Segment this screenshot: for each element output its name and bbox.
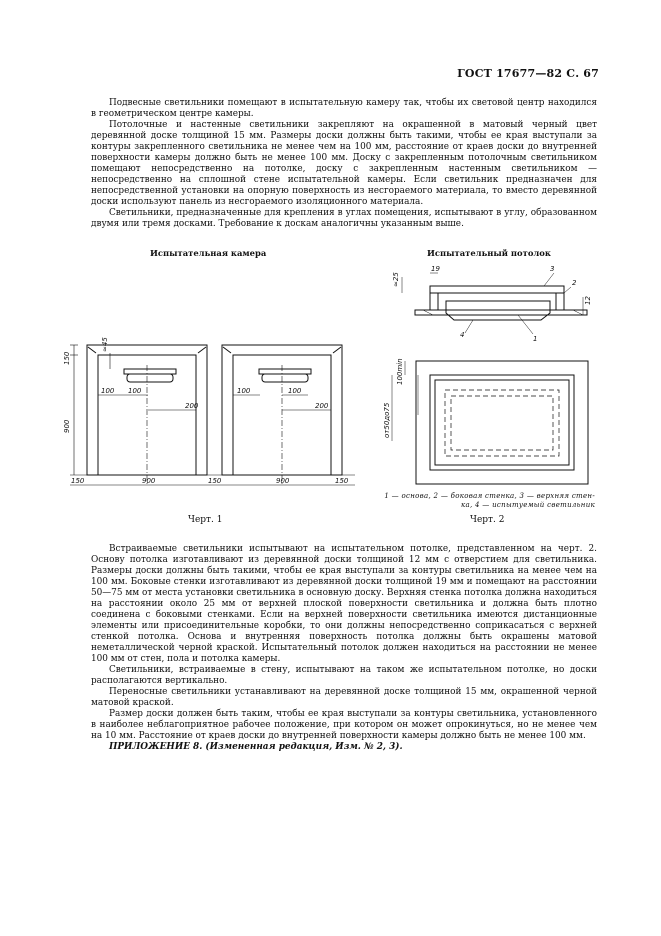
dim-label: 150: [63, 351, 71, 365]
board: [124, 369, 176, 374]
appendix-note: ПРИЛОЖЕНИЕ 8. (Измененная редакция, Изм. № 2, 3).: [109, 742, 403, 752]
page-header: ГОСТ 17677—82 С. 67: [457, 67, 599, 80]
dim-label: 150: [208, 477, 222, 485]
legend-line: 1 — основа, 2 — боковая стенка, 3 — верхняя стен-: [384, 492, 595, 500]
dim-label: ≈25: [392, 272, 400, 287]
dim-label: 900: [63, 419, 71, 433]
paragraph: Размер доски должен быть таким, чтобы ее края выступали за контуры светильника, установленного в наиболее неблагоприятное рабочее положение, при котором он может опрокинуться, но не менее чем на 10 мм. Расстояние от краев доски до внутренней поверхности камеры должно быть не менее 100 мм.: [91, 709, 597, 741]
dim-label: 200: [315, 402, 329, 410]
figure2-drawing: [378, 263, 600, 503]
figure2-title: Испытательный потолок: [427, 248, 551, 258]
base-board: [415, 310, 587, 315]
paragraph: Подвесные светильники помещают в испытательную камеру так, чтобы их световой центр находился в геометрическом центре камеры.: [91, 98, 597, 119]
side-wall: [430, 293, 438, 310]
bottom-text-block: [91, 544, 597, 753]
dim-label: 100: [288, 387, 302, 395]
top-wall: [430, 286, 564, 293]
dim-label: 200: [185, 402, 199, 410]
board: [259, 369, 311, 374]
luminaire: [127, 374, 173, 382]
callout: 4: [460, 331, 465, 339]
dim-label: 19: [431, 265, 440, 273]
top-text-block: [91, 98, 597, 230]
figure1-title: Испытательная камера: [150, 248, 267, 258]
paragraph: Потолочные и настенные светильники закрепляют на окрашенной в матовый черный цвет деревянной доске толщиной 15 мм. Размеры доски должны быть такими, чтобы ее края выступали за контуры закрепленного светильника не менее чем на 100 мм, расстояние от краев доски до внутренней поверхности камеры должно быть не менее 100 мм. Доску с закрепленным потолочным светильником помещают непосредственно на потолке, доску с закрепленным настенным светильником — непосредственно на сплошной стене испытательной камеры. Если светильник предназначен для непосредственной установки на опорную поверхность из несгораемого материала, то вместо деревянной доски используют панель из несгораемого изоляционного материала.: [91, 120, 597, 207]
dim-label: 12: [584, 296, 592, 305]
callout: 1: [533, 335, 538, 343]
dim-label: 100: [237, 387, 251, 395]
callout: 3: [550, 265, 555, 273]
figure2-legend: [363, 492, 595, 510]
dim-label: 100: [128, 387, 142, 395]
paragraph: Светильники, предназначенные для крепления в углах помещения, испытывают в углу, образованном двумя или тремя досками. Требование к доскам аналогичны указанным выше.: [91, 208, 597, 229]
dim-label: 150: [71, 477, 85, 485]
dim-label: 900: [276, 477, 290, 485]
base-plan: [416, 361, 588, 484]
dim-label: 150: [335, 477, 349, 485]
legend-line: ка, 4 — испытуемый светильник: [461, 501, 595, 509]
figure2-caption: Черт. 2: [470, 515, 505, 525]
paragraph: Светильники, встраиваемые в стену, испытывают на таком же испытательном потолке, но доски располагаются вертикально.: [91, 665, 597, 686]
dim-label: ≈45: [101, 337, 109, 352]
figure1-caption: Черт. 1: [188, 515, 223, 525]
dim-label: от50до75: [383, 402, 391, 438]
paragraph: Встраиваемые светильники испытывают на испытательном потолке, представленном на черт. 2. Основу потолка изготавливают из деревянной доски толщиной 12 мм с отверстием для светильника. Размеры доски должны быть такими, чтобы ее края выступали за контуры светильника на менее чем на 100 мм. Боковые стенки изготавливают из деревянной доски толщиной 19 мм и помещают на расстоянии 50—75 мм от места установки светильника в основную доску. Верхняя стенка потолка должна находиться на расстоянии около 25 мм от верхней плоской поверхности светильника и должна быть плотно соединена с боковыми стенками. Если на верхней поверхности светильника имеются дистанционные элементы или присоединительные коробки, то они должны непосредственно соприкасаться с верхней стенкой потолка. Основа и внутренняя поверхность потолка должны быть окрашены матовой неметаллической черной краской. Испытательный потолок должен находиться на расстоянии не менее 100 мм от стен, пола и потолка камеры.: [91, 544, 597, 664]
dim-label: 100: [101, 387, 115, 395]
dim-label: 100min: [396, 358, 404, 385]
dim-label: 900: [142, 477, 156, 485]
luminaire: [262, 374, 308, 382]
callout: 2: [572, 279, 577, 287]
figure1-drawing: [60, 325, 360, 493]
side-wall: [556, 293, 564, 310]
paragraph: Переносные светильники устанавливают на деревянной доске толщиной 15 мм, окрашенной черной матовой краской.: [91, 687, 597, 708]
